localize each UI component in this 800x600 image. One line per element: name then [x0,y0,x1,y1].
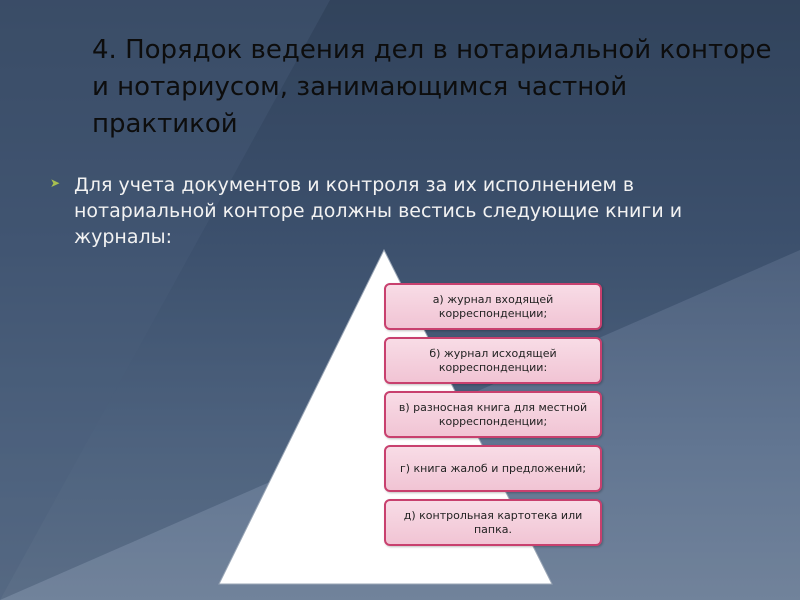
list-item-delivery-book: в) разносная книга для местной корреспонденции; [384,391,602,438]
slide-title: 4. Порядок ведения дел в нотариальной конторе и нотариусом, занимающимся частной практикой [92,35,772,139]
list-item-incoming-journal: а) журнал входящей корреспонденции; [384,283,602,330]
list-item-outgoing-journal: б) журнал исходящей корреспонденции: [384,337,602,384]
list-item-complaints-book: г) книга жалоб и предложений; [384,445,602,492]
bullet-text: Для учета документов и контроля за их исполнением в нотариальной конторе должны вестись следующие книги и журналы: [74,174,683,248]
list-item-control-file: д) контрольная картотека или папка. [384,499,602,546]
journal-list [384,283,602,553]
bullet-marker-icon: ➤ [50,176,61,190]
